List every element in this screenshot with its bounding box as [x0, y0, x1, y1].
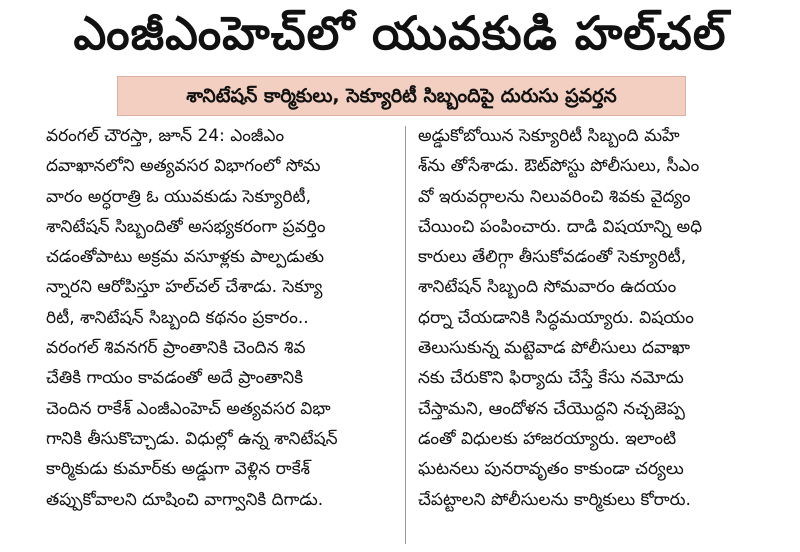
article-line: చెందిన రాకేశ్‌ ఎంజీఎంహెచ్‌ అత్యవసర విభా [46, 398, 331, 419]
article-line: కారులు తేలిగ్గా తీసుకోవడంతో సెక్యూరిటీ, [418, 247, 687, 268]
article-line: అడ్డుకోబోయిన సెక్యూరిటీ సిబ్బంది మహే [418, 126, 680, 146]
article-line: వారం అర్ధరాత్రి ఓ యువకుడు సెక్యూరిటీ, [46, 186, 312, 207]
article-line: చేయించి పంపించారు. దాడి విషయాన్ని అధి [418, 216, 703, 237]
article-line: ధర్నా చేయడానికి సిద్ధమయ్యారు. విషయం [418, 307, 694, 328]
article-line: వరంగల్‌ శివనగర్‌ ప్రాంతానికి చెందిన శివ [46, 338, 306, 359]
article-line: డంతో విధులకు హాజరయ్యారు. ఇలాంటి [418, 428, 677, 449]
subheadline-banner: శానిటేషన్‌ కార్మికులు, సెక్యూరిటీ సిబ్బందిపై దురుసు ప్రవర్తన [117, 76, 686, 116]
article-line: వరంగల్‌ చౌరస్తా, జూన్‌ 24: ఎంజీఎం [46, 126, 285, 146]
article-line: కార్మికుడు కుమార్‌కు అడ్డుగా వెళ్లిన రాకేశ్‌ [46, 459, 310, 480]
article-line: చేతికి గాయం కావడంతో అదే ప్రాంతానికి [46, 368, 304, 389]
article-line: తప్పుకోవాలని దూషించి వాగ్వానికి దిగాడు. [46, 489, 324, 510]
article-line: గానికి తీసుకొచ్చాడు. విధుల్లో ఉన్న శానిటేషన్‌ [46, 428, 338, 449]
article-line: ఘటనలు పునరావృతం కాకుండా చర్యలు [418, 459, 684, 480]
article-line: శ్‌ను తోసేశాడు. ఔట్‌పోస్టు పోలీసులు, సీఎం [418, 156, 700, 177]
article-line: న్నారని ఆరోపిస్తూ హల్‌చల్‌ చేశాడు. సెక్యూ [46, 277, 323, 298]
article-line: రిటీ, శానిటేషన్‌ సిబ్బంది కథనం ప్రకారం.. [46, 307, 309, 328]
article-line: తెలుసుకున్న మట్టెవాడ పోలీసులు దవాఖా [418, 338, 691, 359]
article-column-left [46, 121, 396, 515]
article-line: శానిటేషన్‌ సిబ్బందితో అసభ్యకరంగా ప్రవర్తిం [46, 216, 326, 237]
article-line: దవాఖానలోని అత్యవసర విభాగంలో సోమ [46, 156, 321, 177]
article-column-right [418, 121, 768, 515]
article-line: నకు చేరుకొని ఫిర్యాదు చేస్తే కేసు నమోదు [418, 368, 684, 389]
article-line: చేపట్టాలని పోలీసులను కార్మికులు కోరారు. [418, 489, 691, 510]
article-line: చేస్తామని, ఆందోళన చేయొద్దని నచ్చజెప్ప [418, 398, 685, 419]
article-line: శానిటేషన్‌ సిబ్బంది సోమవారం ఉదయం [418, 277, 677, 298]
article-line: వో ఇరువర్గాలను నిలువరించి శివకు వైద్యం [418, 186, 691, 207]
article-line: చడంతోపాటు అక్రమ వసూళ్లకు పాల్పడుతు [46, 247, 324, 268]
column-divider [405, 126, 406, 544]
headline: ఎంజీఎంహెచ్‌లో యువకుడి హల్‌చల్‌ [73, 6, 727, 60]
